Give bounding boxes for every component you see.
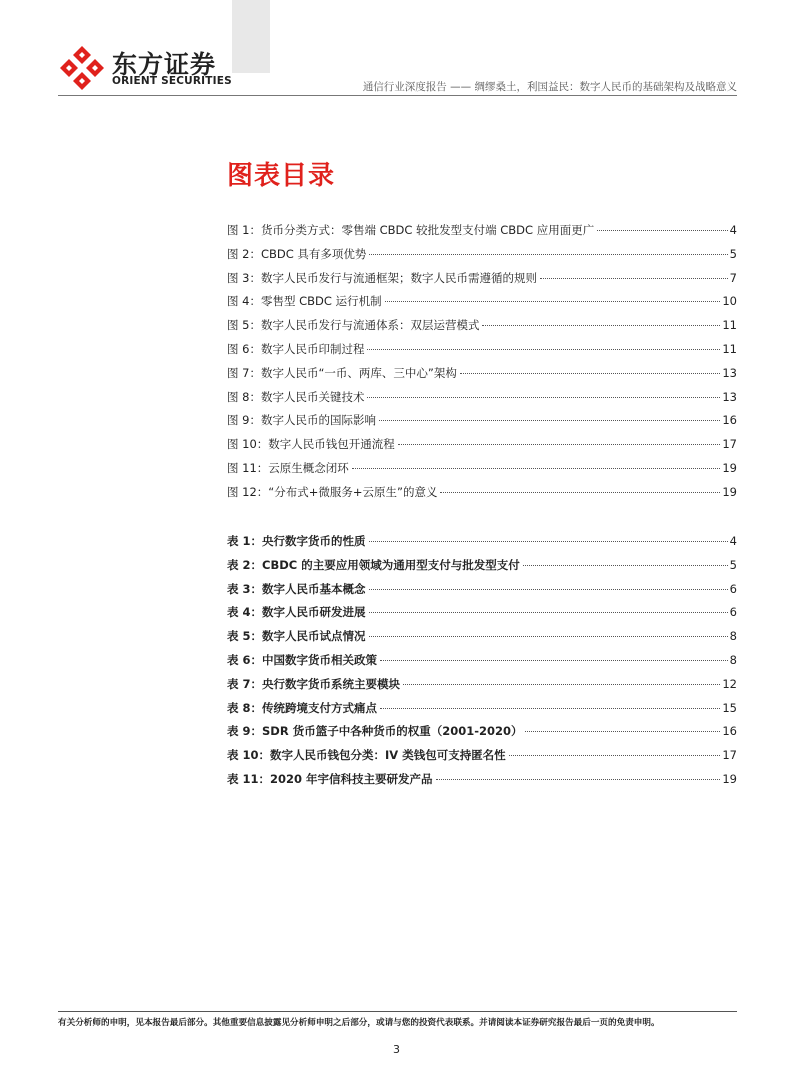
- dot-leader: [460, 373, 720, 374]
- dot-leader: [369, 254, 727, 255]
- dot-leader: [367, 349, 720, 350]
- table-list: [227, 533, 737, 795]
- figure-entry[interactable]: [227, 412, 737, 436]
- table-entry[interactable]: [227, 628, 737, 652]
- table-entry-page: 8: [729, 629, 737, 644]
- dot-leader: [509, 755, 721, 756]
- page-title: 图表目录: [227, 161, 336, 191]
- figure-entry-page: 10: [722, 294, 737, 309]
- table-entry[interactable]: [227, 747, 737, 771]
- dot-leader: [385, 301, 721, 302]
- dot-leader: [403, 684, 720, 685]
- figure-entry[interactable]: [227, 365, 737, 389]
- table-entry-label: 表 9：SDR 货币篮子中各种货币的权重（2001-2020）: [227, 724, 523, 739]
- table-entry[interactable]: [227, 771, 737, 795]
- figure-entry-label: 图 2：CBDC 具有多项优势: [227, 246, 367, 261]
- table-entry-page: 19: [722, 771, 737, 786]
- dot-leader: [540, 278, 728, 279]
- table-entry[interactable]: [227, 652, 737, 676]
- figure-entry-page: 13: [722, 389, 737, 404]
- figure-list: [227, 222, 737, 508]
- footer-divider: [58, 1011, 737, 1012]
- figure-entry-label: 图 4：零售型 CBDC 运行机制: [227, 294, 382, 309]
- table-entry-page: 12: [722, 676, 737, 691]
- figure-entry[interactable]: [227, 484, 737, 508]
- figure-entry-label: 图 5：数字人民币发行与流通体系：双层运营模式: [227, 318, 480, 333]
- table-entry-label: 表 8：传统跨境支付方式痛点: [227, 700, 378, 715]
- table-entry-label: 表 2：CBDC 的主要应用领域为通用型支付与批发型支付: [227, 557, 520, 572]
- figure-entry[interactable]: [227, 222, 737, 246]
- table-entry[interactable]: [227, 557, 737, 581]
- dot-leader: [482, 325, 720, 326]
- figure-entry[interactable]: [227, 460, 737, 484]
- figure-entry-page: 7: [729, 270, 737, 285]
- table-entry-label: 表 3：数字人民币基本概念: [227, 581, 366, 596]
- table-entry-label: 表 11：2020 年宇信科技主要研发产品: [227, 771, 433, 786]
- figure-entry[interactable]: [227, 436, 737, 460]
- figure-entry-label: 图 12：“分布式+微服务+云原生”的意义: [227, 484, 438, 499]
- figure-entry-page: 13: [722, 365, 737, 380]
- table-entry[interactable]: [227, 533, 737, 557]
- dot-leader: [380, 708, 720, 709]
- orient-securities-logo-icon: [58, 44, 106, 92]
- dot-leader: [436, 779, 721, 780]
- figure-entry-page: 17: [722, 437, 737, 452]
- table-entry-page: 4: [729, 534, 737, 548]
- dot-leader: [367, 397, 720, 398]
- dot-leader: [369, 541, 728, 542]
- table-entry[interactable]: [227, 700, 737, 724]
- figure-entry[interactable]: [227, 246, 737, 270]
- figure-entry-label: 图 7：数字人民币“一币、两库、三中心”架构: [227, 365, 457, 380]
- dot-leader: [523, 565, 728, 566]
- figure-entry[interactable]: [227, 293, 737, 317]
- figure-entry-page: 11: [722, 341, 737, 356]
- table-entry-page: 5: [729, 557, 737, 572]
- report-subtitle: 通信行业深度报告 —— 绸缪桑土，利国益民：数字人民币的基础架构及战略意义: [362, 81, 737, 93]
- table-entry-label: 表 1：央行数字货币的性质: [227, 534, 366, 548]
- figure-entry-page: 11: [722, 318, 737, 333]
- figure-entry[interactable]: [227, 317, 737, 341]
- dot-leader: [525, 731, 720, 732]
- table-entry-page: 6: [729, 581, 737, 596]
- figure-entry[interactable]: [227, 389, 737, 413]
- figure-entry-label: 图 8：数字人民币关键技术: [227, 389, 365, 404]
- dot-leader: [352, 468, 721, 469]
- table-entry-page: 16: [722, 724, 737, 739]
- table-entry-label: 表 6：中国数字货币相关政策: [227, 652, 378, 667]
- header-divider: [58, 95, 737, 96]
- dot-leader: [398, 444, 721, 445]
- figure-entry-label: 图 11：云原生概念闭环: [227, 460, 349, 475]
- figure-entry-page: 19: [722, 484, 737, 499]
- table-entry-label: 表 4：数字人民币研发进展: [227, 605, 366, 620]
- header-gray-bar: [232, 0, 270, 73]
- brand-name-cn: 东方证券: [112, 50, 217, 79]
- dot-leader: [369, 636, 728, 637]
- table-entry-page: 8: [729, 652, 737, 667]
- dot-leader: [440, 492, 720, 493]
- dot-leader: [380, 660, 728, 661]
- table-entry-page: 15: [722, 700, 737, 715]
- table-entry[interactable]: [227, 723, 737, 747]
- table-entry[interactable]: [227, 676, 737, 700]
- figure-entry-page: 16: [722, 413, 737, 428]
- table-entry-page: 6: [729, 605, 737, 620]
- figure-entry-label: 图 6：数字人民币印制过程: [227, 341, 365, 356]
- table-entry-label: 表 5：数字人民币试点情况: [227, 629, 366, 644]
- table-entry-page: 17: [722, 748, 737, 763]
- table-entry[interactable]: [227, 581, 737, 605]
- figure-entry-page: 19: [722, 460, 737, 475]
- dot-leader: [379, 420, 720, 421]
- dot-leader: [369, 589, 728, 590]
- figure-entry-label: 图 3：数字人民币发行与流通框架；数字人民币需遵循的规则: [227, 270, 537, 285]
- dot-leader: [369, 612, 728, 613]
- table-entry[interactable]: [227, 604, 737, 628]
- figure-entry[interactable]: [227, 270, 737, 294]
- figure-entry-label: 图 1：货币分类方式：零售端 CBDC 较批发型支付端 CBDC 应用面更广: [227, 223, 595, 237]
- page-number: 3: [393, 1043, 400, 1056]
- table-entry-label: 表 7：央行数字货币系统主要模块: [227, 676, 401, 691]
- brand-name-en: ORIENT SECURITIES: [112, 75, 232, 87]
- figure-entry-page: 5: [729, 246, 737, 261]
- figure-entry-label: 图 10：数字人民币钱包开通流程: [227, 437, 395, 452]
- figure-entry-label: 图 9：数字人民币的国际影响: [227, 413, 376, 428]
- figure-entry-page: 4: [729, 223, 737, 237]
- dot-leader: [597, 230, 727, 231]
- disclaimer-text: 有关分析师的申明，见本报告最后部分。其他重要信息披露见分析师申明之后部分，或请与您的投资代表联系。并请阅读本证券研究报告最后一页的免责申明。: [58, 1018, 660, 1028]
- figure-entry[interactable]: [227, 341, 737, 365]
- table-entry-label: 表 10：数字人民币钱包分类：IV 类钱包可支持匿名性: [227, 748, 506, 763]
